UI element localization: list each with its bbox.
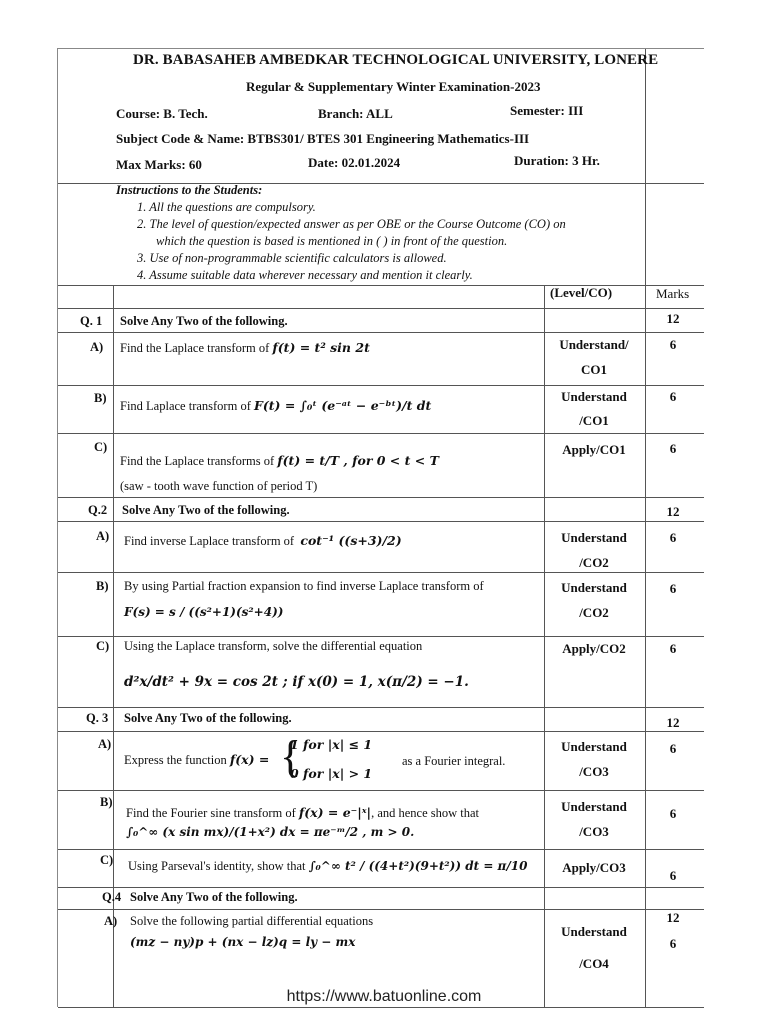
q2b-line bbox=[58, 636, 704, 637]
exam-paper-sheet bbox=[57, 48, 704, 1007]
q1a-label: A) bbox=[90, 340, 104, 354]
q2b-formula: F(s) = s / ((s²+1)(s²+4)) bbox=[124, 605, 284, 619]
exam-date: Date: 02.01.2024 bbox=[308, 155, 401, 170]
q1-title-line bbox=[58, 332, 704, 333]
q3a-marks: 6 bbox=[669, 741, 677, 756]
q1a-co: CO1 bbox=[581, 362, 607, 377]
q2b-co: /CO2 bbox=[579, 605, 609, 620]
marks-column-header: Marks bbox=[656, 286, 690, 301]
q1a-text: Find the Laplace transform of f(t) = t² sin 2t bbox=[120, 340, 370, 355]
q3b-line bbox=[58, 849, 704, 850]
q2c-text: Using the Laplace transform, solve the differential equation bbox=[124, 639, 423, 653]
q3a-case-2: 0 for |x| > 1 bbox=[290, 766, 373, 781]
q2a-co: /CO2 bbox=[579, 555, 609, 570]
instruction-item: 3. Use of non-programmable scientific calculators is allowed. bbox=[137, 251, 447, 265]
q3a-co: /CO3 bbox=[579, 764, 609, 779]
q1c-text: Find the Laplace transforms of f(t) = t/T , for 0 < t < T bbox=[120, 453, 439, 468]
q2a-level: Understand bbox=[561, 530, 627, 545]
instruction-item: 1. All the questions are compulsory. bbox=[137, 200, 316, 214]
university-name: DR. BABASAHEB AMBEDKAR TECHNOLOGICAL UNIVERSITY, LONERE bbox=[133, 52, 659, 68]
q4a-level: Understand bbox=[561, 924, 627, 939]
q1b-label: B) bbox=[94, 391, 107, 405]
level-column-header: (Level/CO) bbox=[550, 285, 613, 300]
q2a-text: Find inverse Laplace transform of cot⁻¹ ((s+3)/2) bbox=[124, 533, 402, 548]
q1b-text: Find Laplace transform of F(t) = ∫₀ᵗ (e⁻ᵃᵗ − e⁻ᵇᵗ)/t dt bbox=[120, 398, 432, 413]
q4a-marks: 6 bbox=[669, 936, 677, 951]
q1b-co: /CO1 bbox=[579, 413, 609, 428]
q3b-level: Understand bbox=[561, 799, 627, 814]
q2a-label: A) bbox=[96, 529, 110, 543]
column-header-line bbox=[58, 308, 704, 309]
q4-marks: 12 bbox=[666, 910, 680, 925]
q3b-label: B) bbox=[100, 795, 113, 809]
q1c-marks: 6 bbox=[669, 441, 677, 456]
instruction-item: which the question is based is mentioned in ( ) in front of the question. bbox=[156, 234, 508, 248]
marks-column-line bbox=[645, 49, 646, 1007]
q4a-text: Solve the following partial differential equations bbox=[130, 914, 374, 928]
q3-title: Solve Any Two of the following. bbox=[124, 711, 292, 725]
q2b-label: B) bbox=[96, 579, 109, 593]
q3b-text: Find the Fourier sine transform of f(x) = e⁻|ˣ|, and hence show that bbox=[126, 805, 480, 820]
exam-name: Regular & Supplementary Winter Examination-2023 bbox=[246, 79, 541, 94]
q3-title-line bbox=[58, 731, 704, 732]
q2a-marks: 6 bbox=[669, 530, 677, 545]
q3c-level: Apply/CO3 bbox=[562, 860, 626, 875]
subject: Subject Code & Name: BTBS301/ BTES 301 Engineering Mathematics-III bbox=[116, 131, 530, 146]
q3-marks: 12 bbox=[666, 715, 680, 730]
q3-number: Q. 3 bbox=[86, 711, 109, 725]
q1-title: Solve Any Two of the following. bbox=[120, 314, 288, 328]
q3c-line bbox=[58, 887, 704, 888]
q3a-level: Understand bbox=[561, 739, 627, 754]
q1b-level: Understand bbox=[561, 389, 627, 404]
q3c-label: C) bbox=[100, 853, 114, 867]
q2b-text: By using Partial fraction expansion to find inverse Laplace transform of bbox=[124, 579, 484, 593]
q2-title: Solve Any Two of the following. bbox=[122, 503, 290, 517]
semester: Semester: III bbox=[510, 103, 584, 118]
q1-marks: 12 bbox=[666, 311, 680, 326]
q2c-label: C) bbox=[96, 639, 110, 653]
duration: Duration: 3 Hr. bbox=[514, 153, 600, 168]
instructions-title: Instructions to the Students: bbox=[116, 183, 263, 197]
q1c-label: C) bbox=[94, 440, 108, 454]
q2a-line bbox=[58, 572, 704, 573]
q1a-marks: 6 bbox=[669, 337, 677, 352]
instruction-item: 2. The level of question/expected answer as per OBE or the Course Outcome (CO) on bbox=[137, 217, 566, 231]
q2-title-line bbox=[58, 521, 704, 522]
q2b-level: Understand bbox=[561, 580, 627, 595]
q1c-line bbox=[58, 497, 704, 498]
q4a-line bbox=[58, 1007, 704, 1008]
footer-url: https://www.batuonline.com bbox=[286, 988, 482, 1005]
q3a-text-2: as a Fourier integral. bbox=[402, 754, 506, 768]
q3b-formula: ∫₀^∞ (x sin mx)/(1+x²) dx = πe⁻ᵐ/2 , m > 0. bbox=[126, 825, 415, 839]
q3a-line bbox=[58, 790, 704, 791]
course: Course: B. Tech. bbox=[116, 106, 208, 121]
q3c-marks: 6 bbox=[669, 868, 677, 883]
q2c-level: Apply/CO2 bbox=[562, 641, 626, 656]
q1-number: Q. 1 bbox=[80, 314, 103, 328]
q3a-brace: { bbox=[280, 732, 302, 781]
q3a-text: Express the function f(x) = bbox=[124, 752, 270, 767]
instruction-item: 4. Assume suitable data wherever necessary and mention it clearly. bbox=[137, 268, 473, 282]
q3a-label: A) bbox=[98, 737, 112, 751]
q1b-line bbox=[58, 433, 704, 434]
q4a-co: /CO4 bbox=[579, 956, 609, 971]
q1a-level: Understand/ bbox=[559, 337, 629, 352]
q1a-line bbox=[58, 385, 704, 386]
q3c-text: Using Parseval's identity, show that ∫₀^∞ t² / ((4+t²)(9+t²)) dt = π/10 bbox=[128, 859, 528, 873]
branch: Branch: ALL bbox=[318, 106, 393, 121]
q1c-level: Apply/CO1 bbox=[562, 442, 626, 457]
q2-marks: 12 bbox=[666, 504, 680, 519]
q4a-formula: (mz − ny)p + (nx − lz)q = ly − mx bbox=[130, 935, 356, 949]
q2c-marks: 6 bbox=[669, 641, 677, 656]
q4-title: Solve Any Two of the following. bbox=[130, 890, 298, 904]
q2c-formula: d²x/dt² + 9x = cos 2t ; if x(0) = 1, x(π/2) = −1. bbox=[124, 674, 469, 690]
q2b-marks: 6 bbox=[669, 581, 677, 596]
max-marks: Max Marks: 60 bbox=[116, 157, 202, 172]
q2c-line bbox=[58, 707, 704, 708]
q3b-co: /CO3 bbox=[579, 824, 609, 839]
q3b-marks: 6 bbox=[669, 806, 677, 821]
q4-title-line bbox=[58, 909, 704, 910]
q3a-case-1: 1 for |x| ≤ 1 bbox=[290, 737, 373, 752]
q2-number: Q.2 bbox=[88, 503, 108, 517]
q4-number: Q.4 bbox=[102, 890, 122, 904]
q1b-marks: 6 bbox=[669, 389, 677, 404]
q4a-label: A) bbox=[104, 914, 118, 928]
q1c-note: (saw - tooth wave function of period T) bbox=[120, 479, 318, 493]
